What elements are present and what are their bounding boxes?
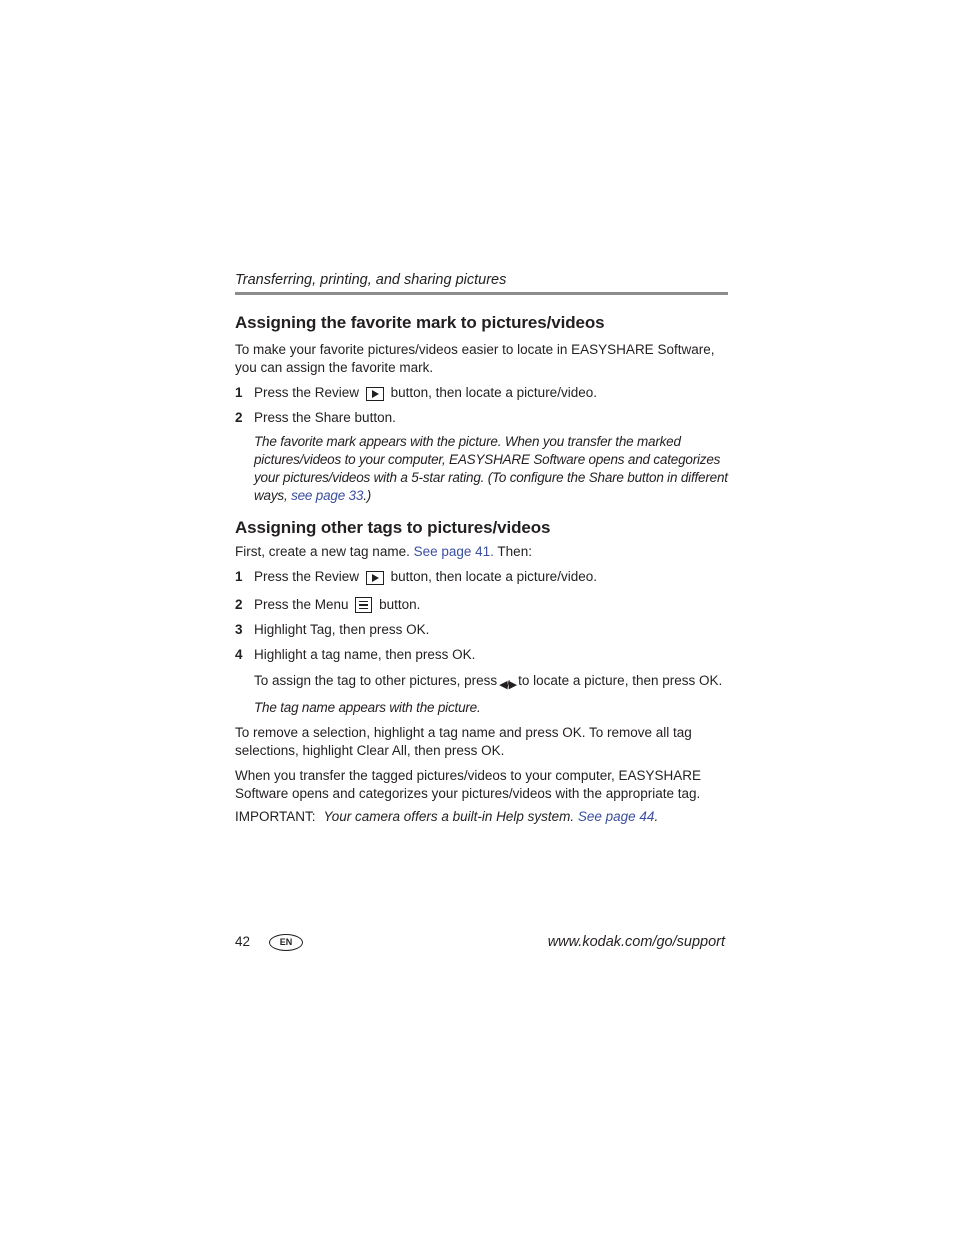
section2-heading: Assigning other tags to pictures/videos: [235, 518, 551, 537]
page-number: 42: [235, 934, 251, 949]
transfer-text: When you transfer the tagged pictures/videos to your computer, EASYSHARE Software opens and categorizes your pictures/videos with the appropriate tag.: [235, 768, 701, 801]
section2-step-3: [235, 621, 728, 639]
page-footer: [235, 932, 725, 954]
review-play-icon: [366, 571, 384, 585]
assign-other-text: To assign the tag to other pictures, press ◀/▶ to locate a picture, then press OK.: [235, 672, 728, 694]
step-number: 2: [235, 597, 243, 612]
section2-step-4: [235, 646, 728, 664]
step-text: Press the Review: [254, 569, 360, 584]
tag-note: The tag name appears with the picture.: [254, 700, 481, 715]
step-text: Highlight Tag, then press OK.: [254, 622, 430, 637]
remove-selection-text: To remove a selection, highlight a tag name and press OK. To remove all tag selections, highlight Clear All, then press OK.: [235, 725, 692, 758]
section2-step-1: [235, 568, 728, 586]
step-number: 4: [235, 647, 243, 662]
step-text: Press the Menu: [254, 597, 349, 612]
see-page-33-link[interactable]: see page 33: [291, 488, 364, 503]
left-right-arrows-icon: ◀/▶: [499, 679, 517, 691]
step-number: 2: [235, 410, 243, 425]
step-text: Press the Share button.: [254, 410, 396, 425]
page-content: [235, 270, 728, 826]
review-play-icon: [366, 387, 384, 401]
step-number: 3: [235, 622, 243, 637]
menu-icon: [355, 597, 372, 613]
section1-heading: Assigning the favorite mark to pictures/videos: [235, 313, 605, 332]
step-number: 1: [235, 385, 243, 400]
see-page-44-link[interactable]: See page 44: [577, 809, 655, 824]
section1-step-2: [235, 409, 728, 427]
section2-step-2: [235, 596, 728, 614]
favorite-note: The favorite mark appears with the picture. When you transfer the marked pictures/videos to your computer, EASYSHARE Software opens and categorizes your pictures/videos with a 5-star rating. (To configure the Share button in different ways, see page 33.): [254, 434, 728, 503]
language-badge: EN: [269, 934, 303, 951]
running-header: Transferring, printing, and sharing pictures: [235, 270, 728, 295]
step-number: 1: [235, 569, 243, 584]
step-text: button.: [379, 597, 421, 612]
step-text: button, then locate a picture/video.: [390, 385, 597, 400]
step-text: button, then locate a picture/video.: [390, 569, 597, 584]
step-text: Highlight a tag name, then press OK.: [254, 647, 476, 662]
see-page-41-link[interactable]: See page 41.: [413, 544, 494, 559]
support-url[interactable]: www.kodak.com/go/support: [547, 934, 725, 950]
section1-step-1: [235, 384, 728, 402]
section1-intro: To make your favorite pictures/videos easier to locate in EASYSHARE Software, you can assign the favorite mark.: [235, 342, 715, 375]
important-label: IMPORTANT:: [235, 809, 316, 824]
important-note: IMPORTANT: Your camera offers a built-in Help system. See page 44.: [235, 809, 659, 824]
section2-intro: First, create a new tag name. See page 41. Then:: [235, 544, 532, 559]
step-text: Press the Review: [254, 385, 360, 400]
